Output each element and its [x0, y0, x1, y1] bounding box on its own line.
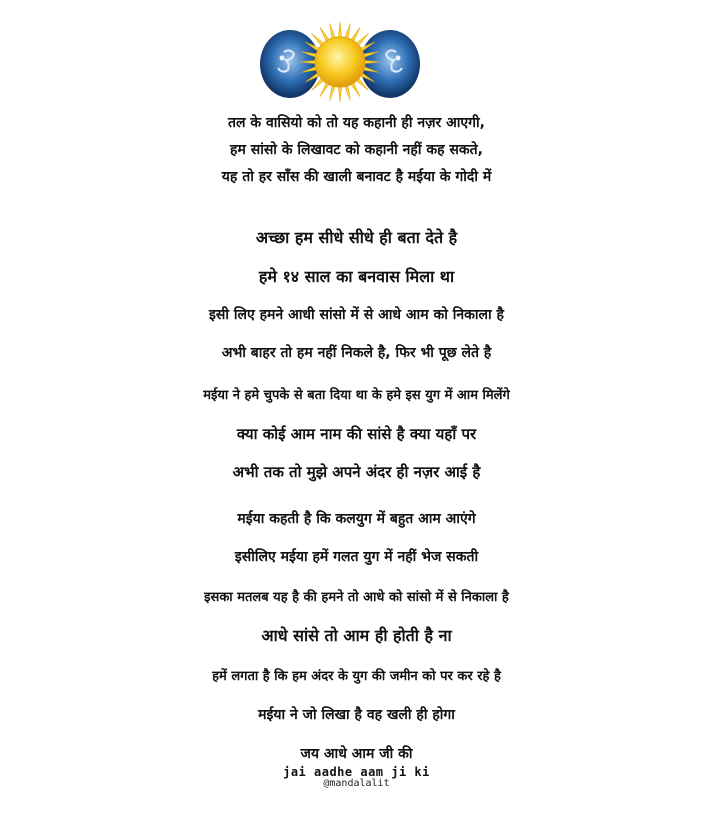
body-line-3: इसी लिए हमने आधी सांसो में से आधे आम को निकाला है: [209, 307, 504, 323]
body-line-11: आधे सांसे तो आम ही होती है ना: [261, 626, 452, 645]
body-line-2: हमे १४ साल का बनवास मिला था: [258, 267, 455, 286]
sun-ray: [330, 85, 336, 101]
body-line-12: हमें लगता है कि हम अंदर के युग की जमीन को पर कर रहे है: [212, 669, 501, 684]
sun-ray: [330, 23, 336, 39]
body-line-8: मईया कहती है कि कलयुग में बहुत आम आएंगे: [237, 511, 476, 527]
body-line-13: मईया ने जो लिखा है वह खली ही होगा: [258, 707, 455, 723]
body-line-4: अभी बाहर तो हम नहीं निकले है, फिर भी पूछ लेते है: [221, 345, 492, 361]
body-line-10: इसका मतलब यह है की हमने तो आधे को सांसो में से निकाला है: [204, 590, 509, 605]
sun-ray: [345, 85, 351, 101]
sun-ray: [345, 23, 351, 39]
left-moon-face-icon: [260, 30, 320, 98]
intro-line-2: हम सांसो के लिखावट को कहानी नहीं कह सकते,: [230, 142, 483, 158]
right-moon-face-icon: [360, 30, 420, 98]
author-handle: @mandalalit: [323, 778, 390, 789]
intro-line-1: तल के वासियो को तो यह कहानी ही नज़र आएगी,: [228, 115, 485, 131]
body-line-7: अभी तक तो मुझे अपने अंदर ही नज़र आई है: [232, 463, 481, 481]
body-line-9: इसीलिए मईया हमें गलत युग में नहीं भेज सकती: [234, 549, 479, 565]
sun-ray: [338, 22, 341, 38]
body-line-6: क्या कोई आम नाम की सांसे है क्या यहाँ पर: [236, 425, 477, 443]
body-line-1: अच्छा हम सीधे सीधे ही बता देते है: [255, 228, 458, 247]
sun-ray: [338, 86, 341, 102]
body-line-5: मईया ने हमे चुपके से बता दिया था के हमे इस युग में आम मिलेंगे: [203, 388, 510, 403]
intro-line-3: यह तो हर साँस की खाली बनावट है मईया के गोदी में: [221, 169, 492, 185]
closing-hindi: जय आधे आम जी की: [300, 746, 413, 762]
closing-roman: jai aadhe aam ji ki: [283, 765, 430, 779]
sun-core-icon: [315, 37, 365, 87]
sun-logo-icon: [258, 22, 422, 106]
